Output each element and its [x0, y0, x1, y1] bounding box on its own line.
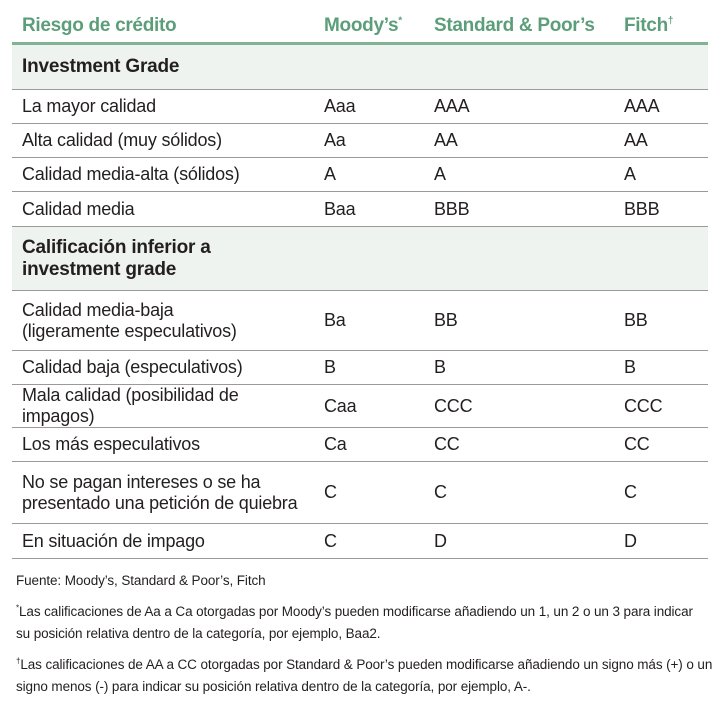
table-row	[12, 428, 708, 462]
section-title	[12, 227, 708, 291]
table-row	[12, 124, 708, 158]
row-label	[12, 462, 314, 524]
sp-rating: AAA	[424, 90, 614, 124]
row-label-line1: No se pagan intereses o se ha	[22, 471, 261, 492]
table-row	[12, 192, 708, 227]
table-row	[12, 351, 708, 385]
note-mark: †	[16, 656, 21, 666]
credit-ratings-table	[12, 10, 708, 559]
table-row	[12, 524, 708, 559]
row-label: Calidad baja (especulativos)	[12, 351, 314, 385]
section-header-below-investment-grade	[12, 227, 708, 291]
table-header-row	[12, 10, 708, 44]
section-title-line1: Calificación inferior a	[22, 236, 211, 258]
fitch-rating: AAA	[614, 90, 708, 124]
fitch-rating: CCC	[614, 385, 708, 428]
row-label-line1: Calidad media-baja	[22, 299, 174, 320]
header-moodys: Moody’s*	[314, 10, 424, 44]
fitch-rating: B	[614, 351, 708, 385]
fitch-rating: BBB	[614, 192, 708, 227]
moodys-rating: C	[314, 524, 424, 559]
header-fitch: Fitch†	[614, 10, 708, 44]
table-row	[12, 462, 708, 524]
note-text-line1: Las calificaciones de Aa a Ca otorgadas por Moody’s pueden modificarse añadiendo un 1, un 2 o un 3 para indicar	[19, 604, 693, 619]
table-row	[12, 158, 708, 192]
fitch-rating: A	[614, 158, 708, 192]
sp-footnote	[16, 654, 716, 698]
moodys-footnote	[16, 601, 716, 645]
row-label: Calidad media	[12, 192, 314, 227]
fitch-rating: D	[614, 524, 708, 559]
sp-rating: CCC	[424, 385, 614, 428]
moodys-rating: Caa	[314, 385, 424, 428]
fitch-rating: AA	[614, 124, 708, 158]
table-row	[12, 385, 708, 428]
sp-rating: AA	[424, 124, 614, 158]
moodys-rating: Baa	[314, 192, 424, 227]
note-text-line2: su posición relativa dentro de la categoría, por ejemplo, Baa2.	[16, 626, 381, 641]
table-row	[12, 291, 708, 351]
row-label-line2: (ligeramente especulativos)	[22, 320, 237, 341]
header-standard-poors: Standard & Poor’s	[424, 10, 614, 44]
row-label: Mala calidad (posibilidad de impagos)	[12, 385, 314, 428]
fitch-rating: CC	[614, 428, 708, 462]
sp-rating: B	[424, 351, 614, 385]
fitch-rating: BB	[614, 291, 708, 351]
sp-rating: C	[424, 462, 614, 524]
fitch-footnote-mark: †	[667, 15, 674, 27]
section-title-line2: investment grade	[22, 258, 177, 280]
sp-rating: BBB	[424, 192, 614, 227]
sp-rating: A	[424, 158, 614, 192]
moodys-rating: A	[314, 158, 424, 192]
row-label: Los más especulativos	[12, 428, 314, 462]
moodys-rating: Ba	[314, 291, 424, 351]
moodys-rating: B	[314, 351, 424, 385]
header-credit-risk: Riesgo de crédito	[12, 10, 314, 44]
row-label	[12, 291, 314, 351]
table-row	[12, 90, 708, 124]
note-text-line1: Las calificaciones de AA a CC otorgadas por Standard & Poor’s pueden modificarse añadiendo un signo más (+) o un	[20, 657, 713, 672]
row-label: Alta calidad (muy sólidos)	[12, 124, 314, 158]
ratings-table-container	[12, 10, 708, 559]
moodys-footnote-mark: *	[398, 15, 402, 27]
fitch-rating: C	[614, 462, 708, 524]
row-label: La mayor calidad	[12, 90, 314, 124]
moodys-rating: Aa	[314, 124, 424, 158]
sp-rating: CC	[424, 428, 614, 462]
section-header-investment-grade	[12, 44, 708, 90]
sp-rating: BB	[424, 291, 614, 351]
row-label-line2: presentado una petición de quiebra	[22, 492, 298, 513]
note-mark: *	[16, 603, 20, 613]
row-label: En situación de impago	[12, 524, 314, 559]
note-text-line2: signo menos (-) para indicar su posición relativa dentro de la categoría, por ejemplo, A-.	[16, 679, 531, 694]
moodys-rating: Ca	[314, 428, 424, 462]
row-label: Calidad media-alta (sólidos)	[12, 158, 314, 192]
source-note: Fuente: Moody’s, Standard & Poor’s, Fitch	[16, 573, 266, 588]
moodys-rating: C	[314, 462, 424, 524]
sp-rating: D	[424, 524, 614, 559]
section-title: Investment Grade	[12, 44, 708, 90]
footnotes	[16, 570, 716, 707]
moodys-rating: Aaa	[314, 90, 424, 124]
